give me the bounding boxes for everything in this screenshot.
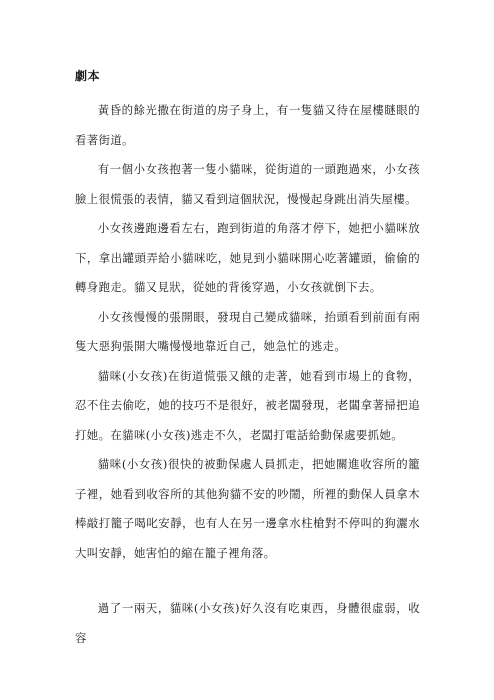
paragraph: 貓咪(小女孩)很快的被動保處人員抓走，把她關進收容所的籠子裡，她看到收容所的其他狗貓不安的吵鬧，所裡的動保人員拿木棒敲打籠子喝叱安靜，也有人在另一邊拿水柱槍對不停叫的狗灑水大叫安靜，她害怕的縮在籠子裡角落。 <box>75 457 420 560</box>
paragraph: 小女孩慢慢的張開眼，發現自己變成貓咪，抬頭看到前面有兩隻大惡狗張開大嘴慢慢地靠近自己，她急忙的逃走。 <box>75 309 420 353</box>
paragraph: 有一個小女孩抱著一隻小貓咪，從街道的一頭跑過來，小女孩臉上很慌張的表情，貓又看到這個狀況，慢慢起身跳出消失屋樓。 <box>75 162 420 206</box>
document-body <box>75 96 420 653</box>
paragraph: 小女孩邊跑邊看左右，跑到街道的角落才停下，她把小貓咪放下，拿出罐頭弄給小貓咪吃，她見到小貓咪開心吃著罐頭，偷偷的轉身跑走。貓又見狀，從她的背後穿過，小女孩就倒下去。 <box>75 221 420 294</box>
paragraph: 黃昏的餘光撒在街道的房子身上，有一隻貓又待在屋樓瞇眼的看著街道。 <box>75 103 420 147</box>
paragraph: 貓咪(小女孩)在街道慌張又餓的走著，她看到市場上的食物，忍不住去偷吃，她的技巧不是很好，被老闆發現，老闆拿著掃把追打她。在貓咪(小女孩)逃走不久，老闆打電話給動保處要抓她。 <box>75 368 420 442</box>
document-heading: 劇本 <box>75 69 101 83</box>
paragraph: 過了一兩天，貓咪(小女孩)好久沒有吃東西，身體很虛弱，收容 <box>75 601 420 645</box>
